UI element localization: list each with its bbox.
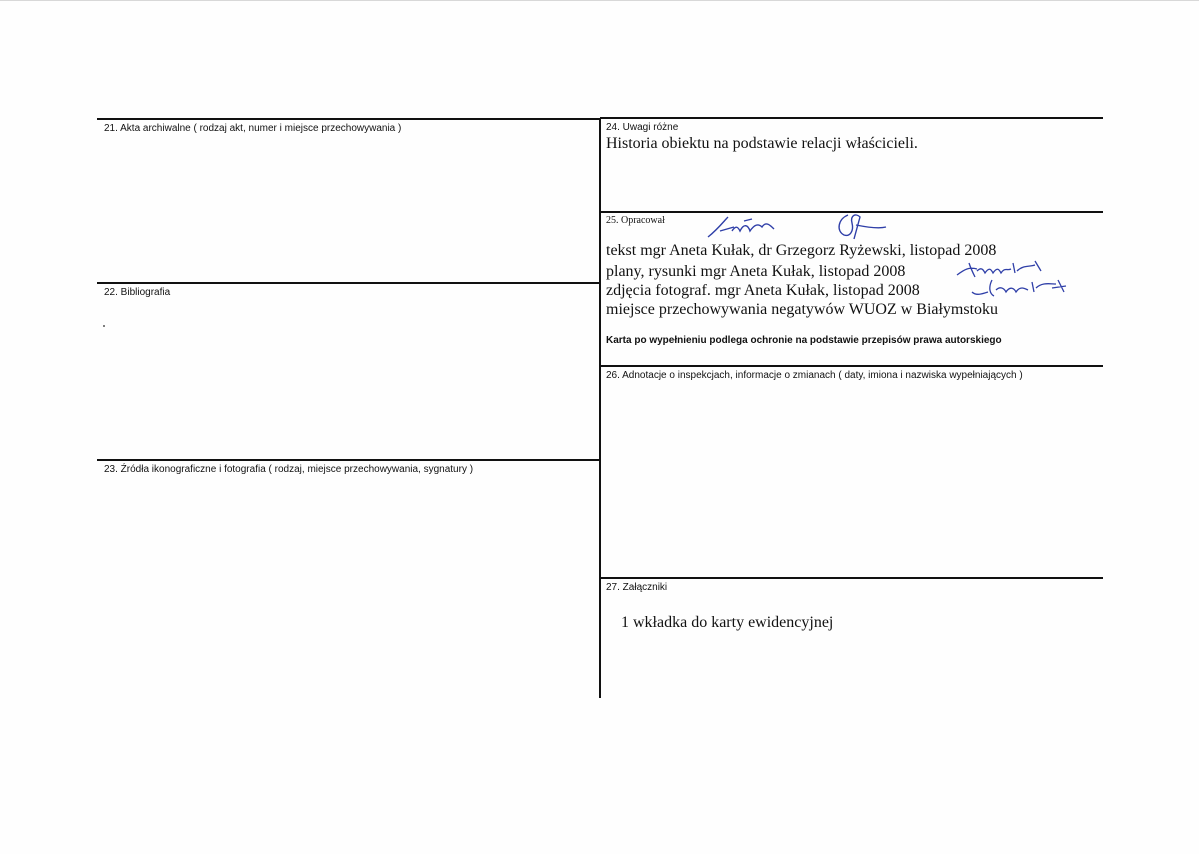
rule-24-top	[600, 117, 1103, 119]
rule-26-top	[600, 365, 1103, 367]
section-26-label: 26. Adnotacje o inspekcjach, informacje o zmianach ( daty, imiona i nazwiska wypełniających )	[606, 370, 1023, 381]
section-22-label: 22. Bibliografia	[104, 287, 171, 298]
rule-22-top	[97, 282, 600, 284]
signature-kulak-photos	[970, 276, 1074, 300]
rule-21-top	[97, 118, 600, 120]
center-divider	[599, 118, 601, 698]
section-25-line-photos: zdjęcia fotograf. mgr Aneta Kułak, listopad 2008	[606, 282, 920, 299]
signature-kulak-top	[704, 213, 784, 243]
section-27-text: 1 wkładka do karty ewidencyjnej	[621, 614, 834, 631]
copyright-note: Karta po wypełnieniu podlega ochronie na podstawie przepisów prawa autorskiego	[606, 335, 1002, 346]
rule-27-top	[600, 577, 1103, 579]
section-21-label: 21. Akta archiwalne ( rodzaj akt, numer i miejsce przechowywania )	[104, 123, 402, 134]
section-27-label: 27. Załączniki	[606, 582, 668, 593]
section-25-line-plans: plany, rysunki mgr Aneta Kułak, listopad 2008	[606, 263, 906, 280]
scan-speck	[103, 325, 105, 327]
section-24-text: Historia obiektu na podstawie relacji właścicieli.	[606, 135, 918, 152]
section-23-label: 23. Źródła ikonograficzne i fotografia ( rodzaj, miejsce przechowywania, sygnatury )	[104, 464, 474, 475]
section-25-line-text: tekst mgr Aneta Kułak, dr Grzegorz Ryżewski, listopad 2008	[606, 242, 997, 259]
section-25-line-negatives: miejsce przechowywania negatywów WUOZ w Białymstoku	[606, 301, 999, 318]
section-25-label: 25. Opracował	[606, 215, 665, 226]
rule-23-top	[97, 459, 600, 461]
signature-ryzewski	[830, 209, 890, 243]
section-24-label: 24. Uwagi różne	[606, 122, 679, 133]
